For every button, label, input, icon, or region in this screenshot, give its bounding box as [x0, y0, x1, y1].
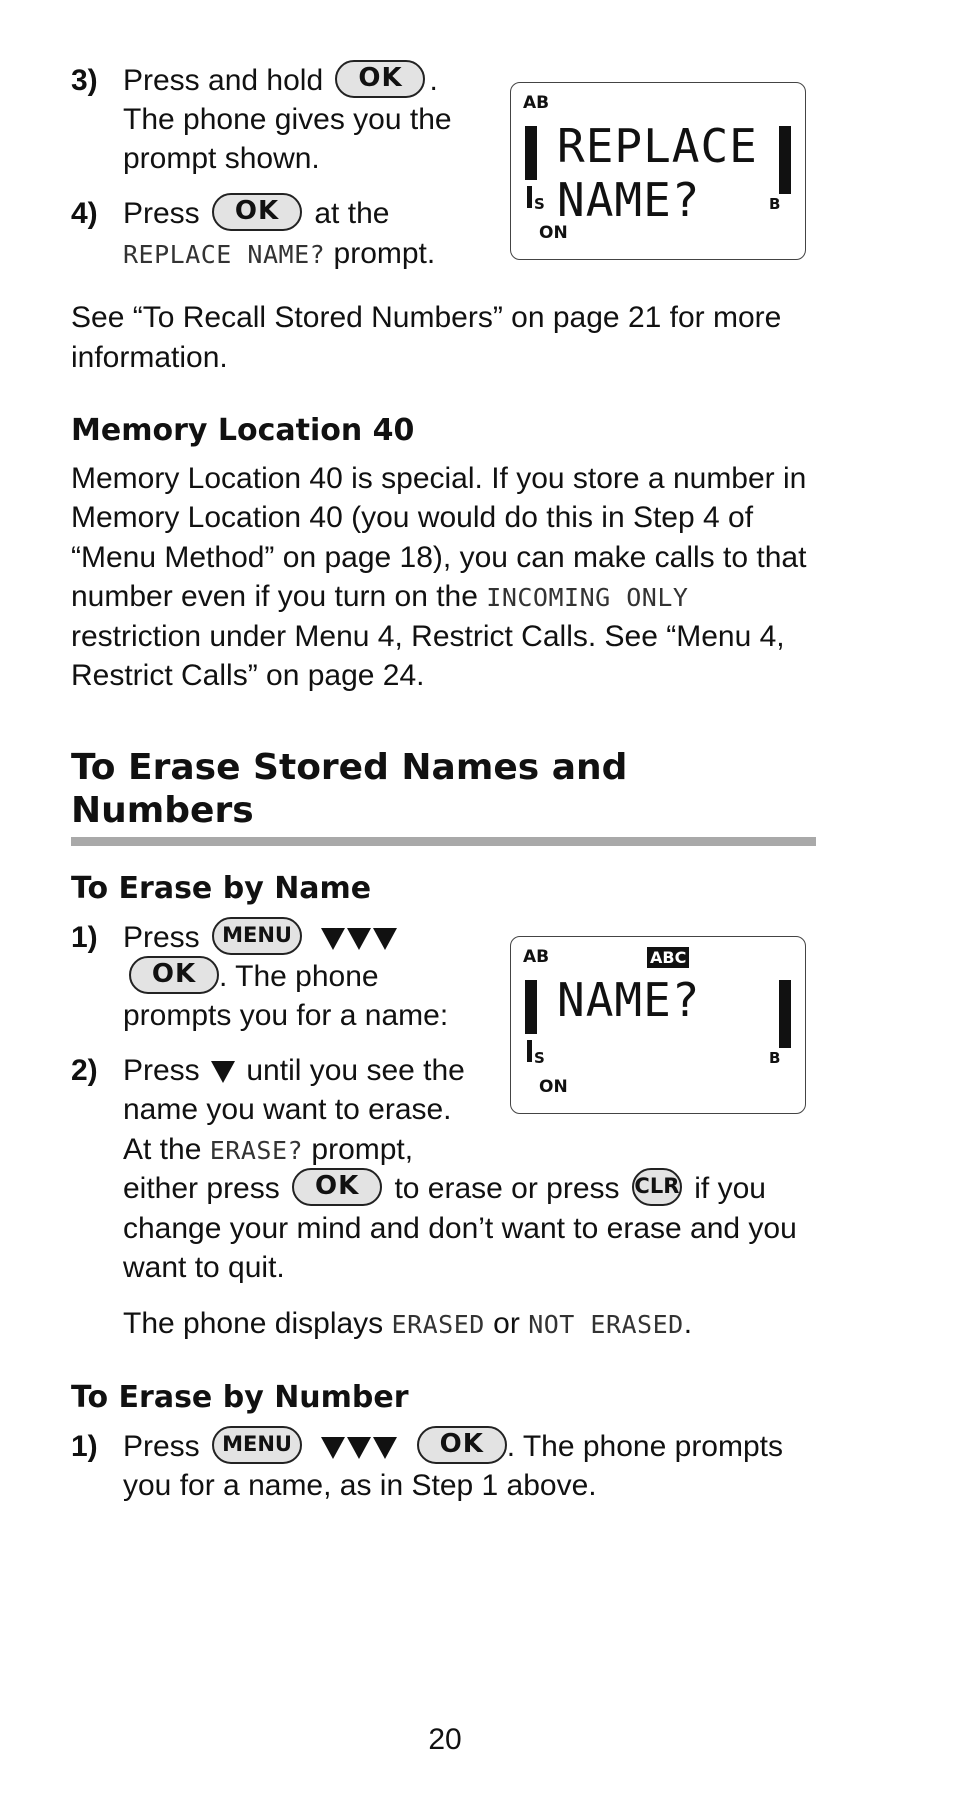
- erase-name-step-2-at-the: At the: [123, 1133, 202, 1166]
- step-3-line-2: The phone gives you the: [123, 103, 452, 136]
- menu-key-icon: MENU: [212, 1426, 302, 1464]
- erase-number-press: Press: [123, 1430, 200, 1463]
- menu-key-icon: MENU: [212, 917, 302, 955]
- erase-name-step-2-prompt: prompt,: [311, 1133, 414, 1166]
- see-more-line-2: information.: [71, 341, 228, 374]
- step-3-text: Press and hold: [123, 64, 324, 97]
- replace-name-prompt-code: REPLACE NAME?: [123, 240, 326, 269]
- erase-result-period: .: [683, 1307, 693, 1340]
- down-arrows-icon: [320, 1427, 398, 1466]
- signal-strength-bar-icon: [525, 980, 537, 1034]
- lcd-abc-mode-badge: ABC: [647, 947, 689, 968]
- signal-strength-bar-icon: [525, 126, 537, 180]
- see-more-line-1: See “To Recall Stored Numbers” on page 21 for more: [71, 301, 782, 334]
- erase-number-post: . The phone prompts: [506, 1430, 784, 1463]
- erase-name-step-1-number: 1): [71, 921, 98, 954]
- erase-section-title-line-1: To Erase Stored Names and: [71, 747, 628, 788]
- down-arrow-icon: [347, 1437, 371, 1459]
- memory-40-line-3: “Menu Method” on page 18), you can make calls to that: [71, 541, 807, 574]
- erase-prompt-code: ERASE?: [209, 1136, 304, 1165]
- page-number: 20: [428, 1723, 462, 1756]
- erase-by-number-heading: To Erase by Number: [71, 1380, 409, 1415]
- step-3-line-3: prompt shown.: [123, 142, 320, 175]
- erase-name-step-1-press: Press: [123, 921, 200, 954]
- down-arrow-icon: [373, 928, 397, 950]
- lcd-ab-indicator: AB: [523, 947, 550, 967]
- memory-40-line-2: Memory Location 40 (you would do this in Step 4 of: [71, 501, 754, 534]
- lcd-text-line-2: NAME?: [557, 173, 701, 227]
- signal-strength-tick-icon: [527, 1040, 532, 1062]
- ok-key-icon: OK: [292, 1168, 382, 1206]
- erase-name-step-2-press: Press: [123, 1054, 200, 1087]
- erase-number-step-1-line-1: [123, 1427, 783, 1466]
- lcd-ab-indicator: AB: [523, 93, 550, 113]
- lcd-s-indicator: S: [534, 195, 545, 213]
- memory-40-line-6: Restrict Calls” on page 24.: [71, 659, 425, 692]
- erase-name-step-2-number: 2): [71, 1054, 98, 1087]
- erase-name-step-2-line-2: name you want to erase.: [123, 1093, 452, 1126]
- erased-code: ERASED: [391, 1310, 485, 1339]
- step-4-number: 4): [71, 197, 98, 230]
- erase-name-step-2-line-3: [123, 1130, 413, 1170]
- step-4-post: at the: [314, 197, 390, 230]
- lcd-display-name-prompt: [510, 936, 806, 1114]
- memory-40-line-4-text: number even if you turn on the: [71, 580, 478, 613]
- lcd-text-line-1: NAME?: [557, 973, 701, 1027]
- down-arrow-icon: [211, 1061, 235, 1083]
- erase-name-step-2-line-1: [123, 1051, 465, 1090]
- down-arrow-icon: [373, 1437, 397, 1459]
- erase-name-either-press: either press: [123, 1172, 280, 1205]
- ok-key-icon: OK: [417, 1426, 507, 1464]
- erase-number-step-1-number: 1): [71, 1430, 98, 1463]
- ok-key-icon: OK: [212, 193, 302, 231]
- battery-level-bar-icon: [779, 126, 791, 194]
- step-4-press: Press: [123, 197, 200, 230]
- erase-name-step-2-post: until you see the: [246, 1054, 465, 1087]
- step-4-prompt-word: prompt.: [333, 237, 436, 270]
- lcd-on-indicator: ON: [539, 223, 568, 243]
- erase-result-line: [123, 1304, 692, 1344]
- erase-name-step-2-line-6: want to quit.: [123, 1251, 285, 1284]
- step-3-number: 3): [71, 64, 98, 97]
- ok-key-icon: OK: [129, 956, 219, 994]
- memory-40-line-1: Memory Location 40 is special. If you store a number in: [71, 462, 807, 495]
- clr-key-icon: CLR: [632, 1168, 682, 1206]
- incoming-only-code: INCOMING ONLY: [486, 583, 689, 612]
- down-arrow-icon: [321, 1437, 345, 1459]
- erase-name-to-erase: to erase or press: [394, 1172, 620, 1205]
- lcd-s-indicator: S: [534, 1049, 545, 1067]
- lcd-on-indicator: ON: [539, 1077, 568, 1097]
- erase-name-step-2-line-5: change your mind and don’t want to erase and you: [123, 1212, 797, 1245]
- memory-40-line-5: restriction under Menu 4, Restrict Calls. See “Menu 4,: [71, 620, 785, 653]
- lcd-display-replace-name: [510, 82, 806, 260]
- battery-level-bar-icon: [779, 980, 791, 1048]
- erase-name-step-2-line-4: [123, 1169, 766, 1208]
- erase-result-or: or: [493, 1307, 520, 1340]
- section-divider: [71, 837, 816, 846]
- lcd-b-indicator: B: [769, 1049, 781, 1067]
- step-4-line-1: [123, 194, 389, 233]
- ok-key-icon: OK: [335, 60, 425, 98]
- step-3-line-1: [123, 61, 438, 100]
- erase-by-name-heading: To Erase by Name: [71, 871, 372, 906]
- erase-name-step-1-line-3: prompts you for a name:: [123, 999, 449, 1032]
- erase-number-step-1-line-2: you for a name, as in Step 1 above.: [123, 1469, 597, 1502]
- memory-40-line-4: [71, 577, 688, 617]
- step-3-period: .: [429, 64, 438, 97]
- memory-location-40-heading: Memory Location 40: [71, 413, 415, 448]
- down-arrow-icon: [321, 928, 345, 950]
- erase-section-title-line-2: Numbers: [71, 790, 254, 831]
- down-arrow-icon: [347, 928, 371, 950]
- erase-name-step-1-text: . The phone: [219, 960, 379, 993]
- erase-name-step-1-line-1: [123, 918, 404, 957]
- step-4-line-2: [123, 234, 435, 274]
- erase-name-step-1-line-2: [123, 957, 379, 996]
- lcd-text-line-1: REPLACE: [557, 119, 758, 173]
- down-arrows-icon: [320, 918, 398, 957]
- erase-result-text: The phone displays: [123, 1307, 384, 1340]
- not-erased-code: NOT ERASED: [528, 1310, 684, 1339]
- signal-strength-tick-icon: [527, 186, 532, 208]
- erase-name-if-you: if you: [694, 1172, 766, 1205]
- lcd-b-indicator: B: [769, 195, 781, 213]
